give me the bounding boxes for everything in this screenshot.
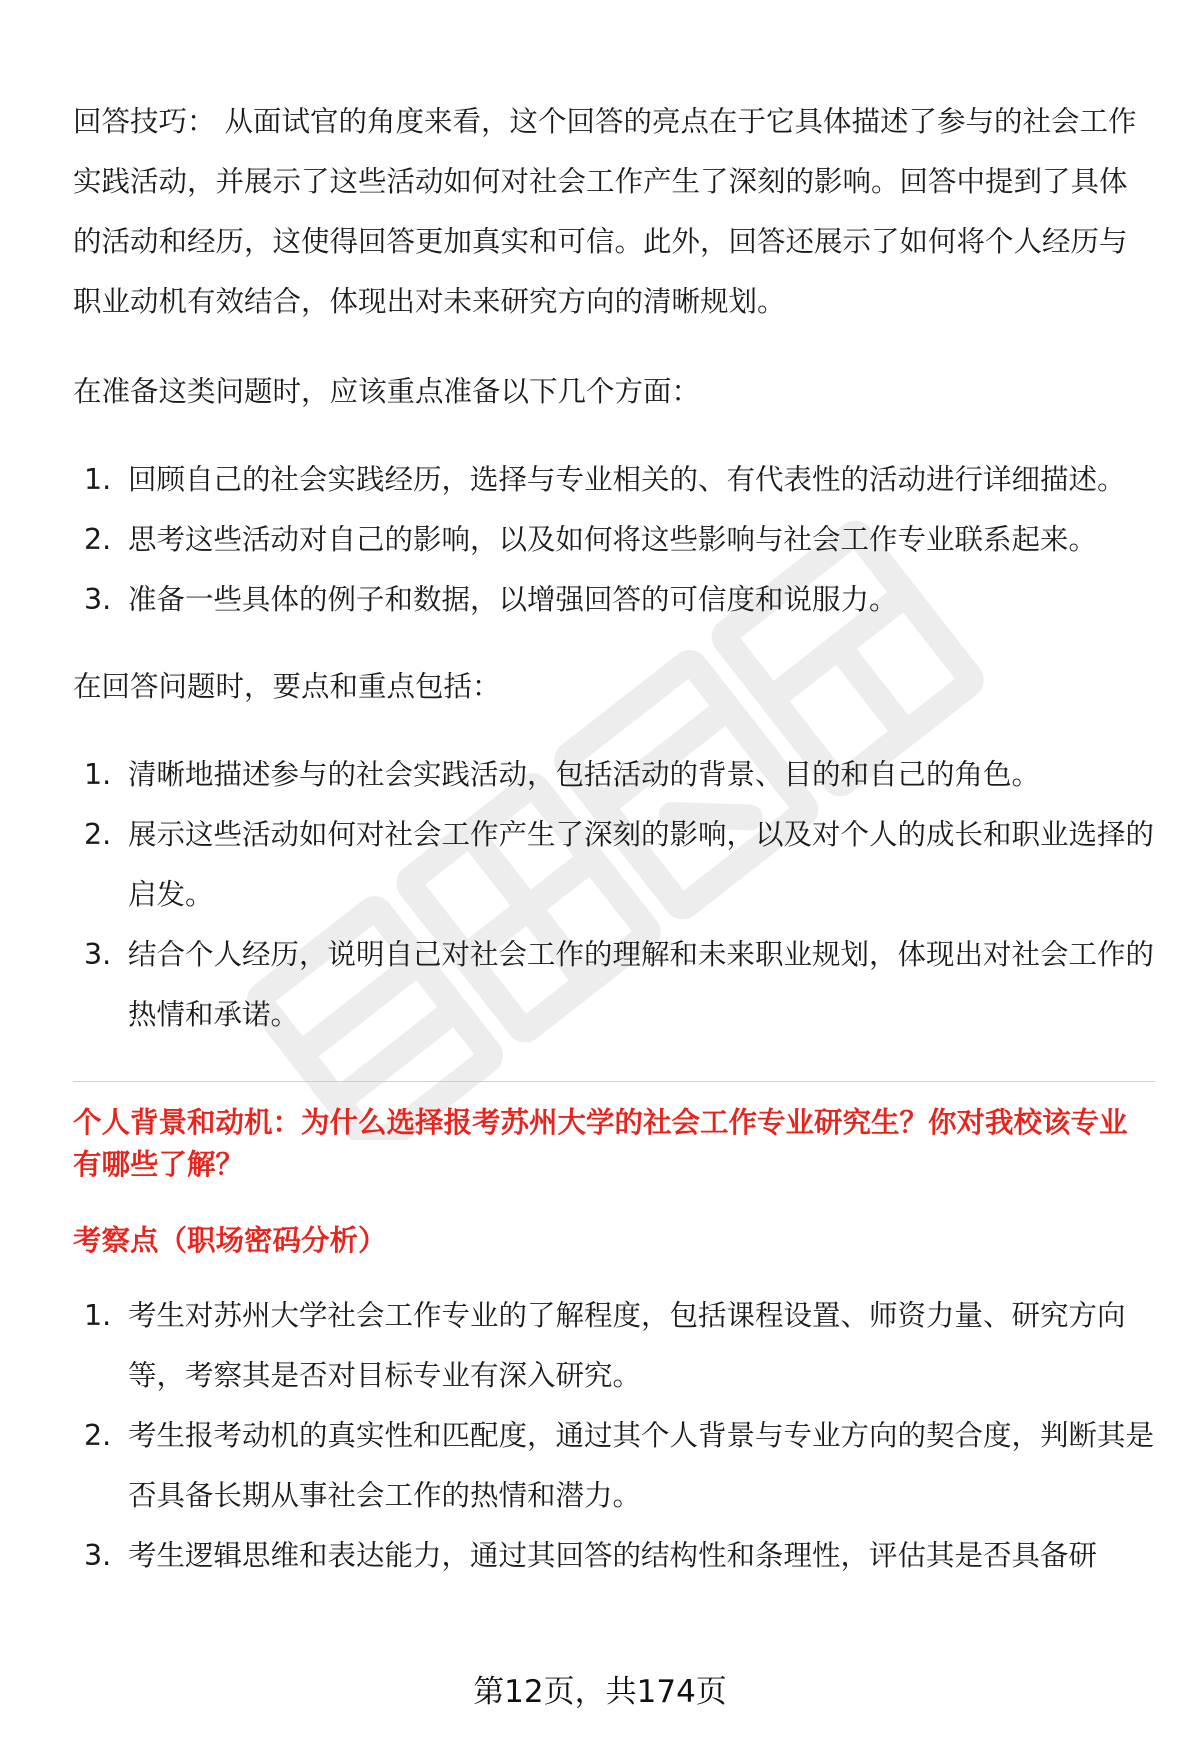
list-number: 2.	[84, 1419, 112, 1452]
list-item-text: 结合个人经历，说明自己对社会工作的理解和未来职业规划，体现出对社会工作的热情和承诺。	[128, 938, 1155, 1031]
list-item-text: 考生对苏州大学社会工作专业的了解程度，包括课程设置、师资力量、研究方向等，考察其是否对目标专业有深入研究。	[128, 1299, 1126, 1392]
exam-points-list	[73, 1286, 1155, 1586]
list-item	[73, 1406, 1155, 1526]
question-heading: 个人背景和动机：为什么选择报考苏州大学的社会工作专业研究生？你对我校该专业有哪些了解？	[73, 1106, 1128, 1181]
list-number: 3.	[84, 583, 112, 616]
list-number: 2.	[84, 818, 112, 851]
section-divider	[73, 1081, 1155, 1082]
answer-heading: 在回答问题时，要点和重点包括：	[73, 670, 501, 703]
list-item-text: 回顾自己的社会实践经历，选择与专业相关的、有代表性的活动进行详细描述。	[128, 463, 1126, 496]
list-item-text: 展示这些活动如何对社会工作产生了深刻的影响，以及对个人的成长和职业选择的启发。	[128, 818, 1155, 911]
list-item	[73, 745, 1155, 805]
list-number: 1.	[84, 758, 112, 791]
list-number: 3.	[84, 1539, 112, 1572]
list-item	[73, 510, 1155, 570]
exam-points-heading: 考察点（职场密码分析）	[73, 1224, 387, 1257]
list-number: 1.	[84, 1299, 112, 1332]
intro-paragraph: 回答技巧： 从面试官的角度来看，这个回答的亮点在于它具体描述了参与的社会工作实践活动，并展示了这些活动如何对社会工作产生了深刻的影响。回答中提到了具体的活动和经历，这使得回答更加真实和可信。此外，回答还展示了如何将个人经历与职业动机有效结合，体现出对未来研究方向的清晰规划。	[73, 105, 1137, 318]
prep-list	[73, 450, 1155, 630]
document-body	[73, 92, 1155, 1613]
list-number: 3.	[84, 938, 112, 971]
list-item	[73, 450, 1155, 510]
list-item	[73, 805, 1155, 925]
list-item	[73, 570, 1155, 630]
answer-list	[73, 745, 1155, 1045]
list-item-text: 准备一些具体的例子和数据，以增强回答的可信度和说服力。	[128, 583, 898, 616]
page-footer: 第12页，共174页	[473, 1674, 727, 1710]
list-item	[73, 1286, 1155, 1406]
list-item	[73, 1526, 1155, 1586]
list-number: 1.	[84, 463, 112, 496]
list-item	[73, 925, 1155, 1045]
prep-heading: 在准备这类问题时，应该重点准备以下几个方面：	[73, 375, 701, 408]
list-number: 2.	[84, 523, 112, 556]
list-item-text: 考生报考动机的真实性和匹配度，通过其个人背景与专业方向的契合度，判断其是否具备长期从事社会工作的热情和潜力。	[128, 1419, 1155, 1512]
list-item-text: 思考这些活动对自己的影响，以及如何将这些影响与社会工作专业联系起来。	[128, 523, 1098, 556]
list-item-text: 考生逻辑思维和表达能力，通过其回答的结构性和条理性，评估其是否具备研	[128, 1539, 1098, 1572]
list-item-text: 清晰地描述参与的社会实践活动，包括活动的背景、目的和自己的角色。	[128, 758, 1041, 791]
